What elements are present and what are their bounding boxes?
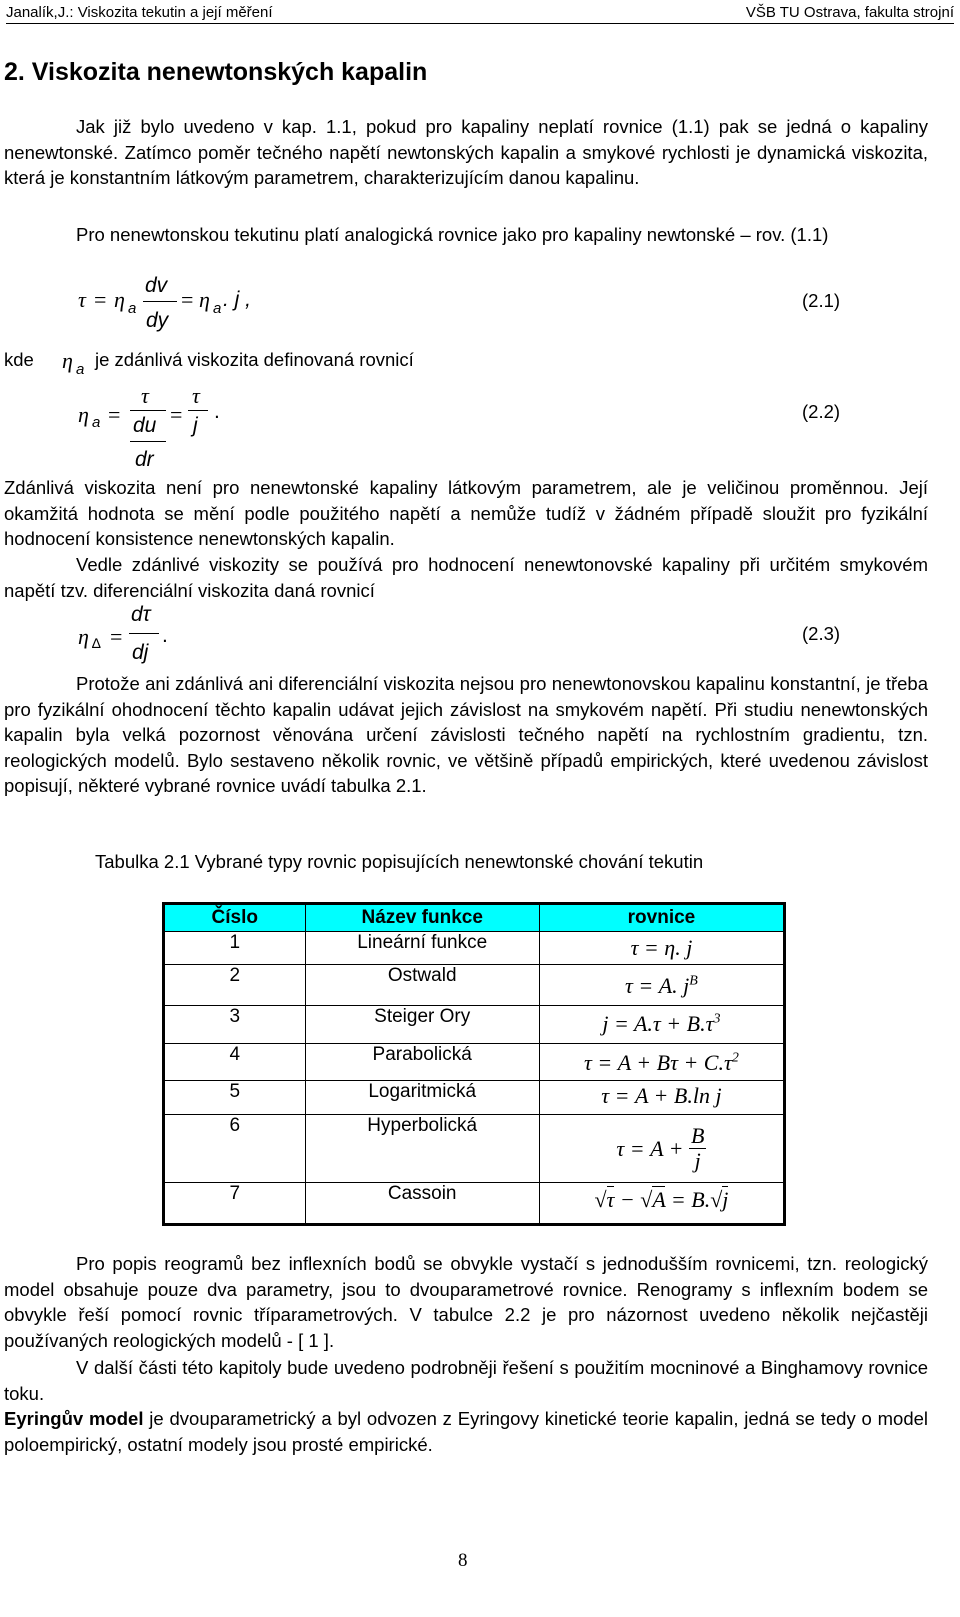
eq1-sub-a: a (128, 300, 137, 317)
formula-sqrt-tau: τ (606, 1187, 615, 1212)
formula-main: τ = A + Bτ + C.τ (584, 1050, 732, 1075)
table-row (164, 1081, 785, 1115)
row-formula (539, 965, 784, 1006)
row-number: 5 (164, 1081, 306, 1115)
table-caption: Tabulka 2.1 Vybrané typy rovnic popisujících nenewtonské chování tekutin (95, 851, 704, 872)
eq3-equals: = (110, 624, 123, 649)
eq1-equals: = (94, 287, 107, 312)
row-name: Ostwald (305, 965, 539, 1006)
eq2-dr: dr (135, 448, 154, 471)
row-formula (539, 1183, 784, 1225)
row-formula (539, 1115, 784, 1183)
formula-exponent: 2 (731, 1050, 739, 1066)
row-name: Logaritmická (305, 1081, 539, 1115)
section-title: 2. Viskozita nenewtonských kapalin (4, 58, 428, 86)
formula-main: τ = A. j (625, 973, 690, 998)
table-row (164, 1115, 785, 1183)
page-number: 8 (458, 1550, 468, 1571)
table-header-row (164, 904, 785, 932)
row-number: 2 (164, 965, 306, 1006)
row-number: 6 (164, 1115, 306, 1183)
formula-sqrt-j: j (722, 1187, 729, 1212)
eyring-model-text: je dvouparametrický a byl odvozen z Eyringovy kinetické teorie kapalin, jedná se tedy o model poloempirický, ostatní modely jsou prosté empirické. (4, 1408, 929, 1455)
eq1-sub-a-2: a (213, 300, 222, 317)
header-cislo: Číslo (164, 904, 306, 932)
paragraph-apparent-viscosity: Zdánlivá viskozita není pro nenewtonské kapaliny látkovým parametrem, ale je veličinou proměnnou. Její okamžitá hodnota se mění podle použitého napětí a nemůže tudíž v žádném případě sloužit pro fyzikální hodnocení konsistence nenewtonských kapalin. (4, 477, 928, 549)
sqrt-icon: √ (710, 1187, 723, 1212)
row-formula (539, 1044, 784, 1081)
row-formula: τ = η. j (539, 932, 784, 965)
eq2-tau-num-2: τ (192, 383, 200, 408)
formula-sqrt-a: A (652, 1187, 666, 1212)
eq1-denominator: dy (146, 309, 169, 332)
header-rovnice: rovnice (539, 904, 784, 932)
kde-sub-a: a (76, 361, 85, 378)
formula-denominator: j (694, 1148, 701, 1173)
row-name: Hyperbolická (305, 1115, 539, 1183)
eq1-equals-2: = (181, 287, 194, 312)
sqrt-icon: √ (640, 1187, 653, 1212)
eq3-tail: . (162, 624, 168, 647)
formula-exponent: B (689, 973, 698, 989)
formula-minus: − (614, 1187, 641, 1212)
paragraph-analog: Pro nenewtonskou tekutinu platí analogická rovnice jako pro kapaliny newtonské – rov. (1.1) (76, 224, 829, 245)
formula-main: j = A.τ + B.τ (602, 1011, 714, 1036)
eq2-du: du (133, 414, 157, 437)
eq2-number: (2.2) (802, 401, 841, 422)
formula-main: τ = A + (616, 1135, 684, 1161)
formula-equals-b: = B. (665, 1187, 711, 1212)
header-author-title: Janalík,J.: Viskozita tekutin a její měření (6, 4, 273, 21)
eq2-fraction-line (130, 410, 166, 411)
eyring-model-term: Eyringův model (4, 1408, 144, 1429)
eq1-eta: η (114, 287, 125, 312)
eq1-tau: τ (78, 287, 86, 312)
eq3-fraction-line (129, 633, 159, 634)
eq2-eta: η (78, 402, 89, 427)
eq2-inner-fraction-line (130, 441, 166, 442)
eq1-number: (2.1) (802, 290, 841, 311)
table-row (164, 965, 785, 1006)
eq2-equals-2: = (170, 402, 183, 427)
row-name: Cassoin (305, 1183, 539, 1225)
kde-label: kde (4, 349, 34, 370)
eq3-number: (2.3) (802, 623, 841, 644)
paragraph-models: Protože ani zdánlivá ani diferenciální viskozita nejsou pro nenewtonovskou kapalinu konstantní, je třeba pro fyzikální ohodnocení těchto kapalin udávat jejich závislost na smykovém napětí. Při studiu nenewtonských kapalin byla velká pozornost věnována určení závislosti tečného napětí na rychlostním gradientu, tzn. reologických modelů. Bylo sestaveno několik rovnic, ve většině případů empirických, které uvedenou závislost popisují, některé vybrané rovnice uvádí tabulka 2.1. (4, 673, 928, 796)
eq1-numerator: dv (145, 274, 168, 297)
paragraph-next-part: V další části této kapitoly bude uvedeno podrobněji řešení s použitím mocninové a Binghamovy rovnice toku. (4, 1357, 928, 1404)
formula-fraction (689, 1124, 706, 1173)
eq2-fraction-line-2 (188, 410, 208, 411)
paragraph-eyring (4, 1406, 928, 1457)
paragraph-reograms: Pro popis reogramů bez inflexních bodů se obvykle vystačí s jednodušším rovnicemi, tzn. reologický model obsahuje pouze dva parametry, jsou to dvouparametrové rovnice. Renogramy s inflexním bodem se obvykle řeší pomocí rovnic tříparametrových. V tabulce 2.2 je pro názornost uvedeno několik nejčastěji používaných reologických modelů - [ 1 ]. (4, 1253, 928, 1351)
eq1-tail: . j , (223, 288, 252, 311)
row-name: Lineární funkce (305, 932, 539, 965)
paragraph-differential: Vedle zdánlivé viskozity se používá pro hodnocení nenewtonovské kapaliny při určitém smykovém napětí tzv. diferenciální viskozita daná rovnicí (4, 554, 928, 601)
formula-numerator: B (691, 1123, 705, 1148)
row-number: 1 (164, 932, 306, 965)
eq3-sub-delta: ∆ (92, 635, 101, 651)
row-name: Steiger Ory (305, 1006, 539, 1044)
table-row (164, 1044, 785, 1081)
eq3-dtau: dτ (131, 603, 151, 626)
row-formula (539, 1006, 784, 1044)
eq2-j: j (193, 414, 198, 437)
row-number: 7 (164, 1183, 306, 1225)
table-row (164, 1183, 785, 1225)
kde-eta: η (62, 348, 73, 373)
eq1-eta-2: η (199, 287, 210, 312)
paragraph-intro: Jak již bylo uvedeno v kap. 1.1, pokud pro kapaliny neplatí rovnice (1.1) pak se jedná o kapaliny nenewtonské. Zatímco poměr tečného napětí newtonských kapalin a smykové rychlosti je dynamická viskozita, která je konstantním látkovým parametrem, charakterizujícím danou kapalinu. (4, 116, 928, 188)
row-number: 4 (164, 1044, 306, 1081)
eq2-tau-num: τ (141, 383, 149, 408)
row-name: Parabolická (305, 1044, 539, 1081)
sqrt-icon: √ (594, 1187, 607, 1212)
page-header (6, 0, 954, 26)
table-row (164, 932, 785, 965)
equations-table (162, 902, 786, 1226)
eq2-sub-a: a (92, 414, 101, 431)
kde-text: je zdánlivá viskozita definovaná rovnicí (95, 349, 414, 370)
eq3-eta: η (78, 624, 89, 649)
row-formula: τ = A + B.ln j (539, 1081, 784, 1115)
header-nazev: Název funkce (305, 904, 539, 932)
eq1-fraction-line (143, 301, 177, 302)
header-institution: VŠB TU Ostrava, fakulta strojní (745, 4, 954, 21)
header-rule (6, 23, 954, 24)
eq3-dj: dj (132, 641, 149, 664)
table-row (164, 1006, 785, 1044)
formula-exponent: 3 (713, 1011, 721, 1027)
row-number: 3 (164, 1006, 306, 1044)
eq2-tail: . (214, 400, 220, 423)
eq2-equals: = (108, 402, 121, 427)
